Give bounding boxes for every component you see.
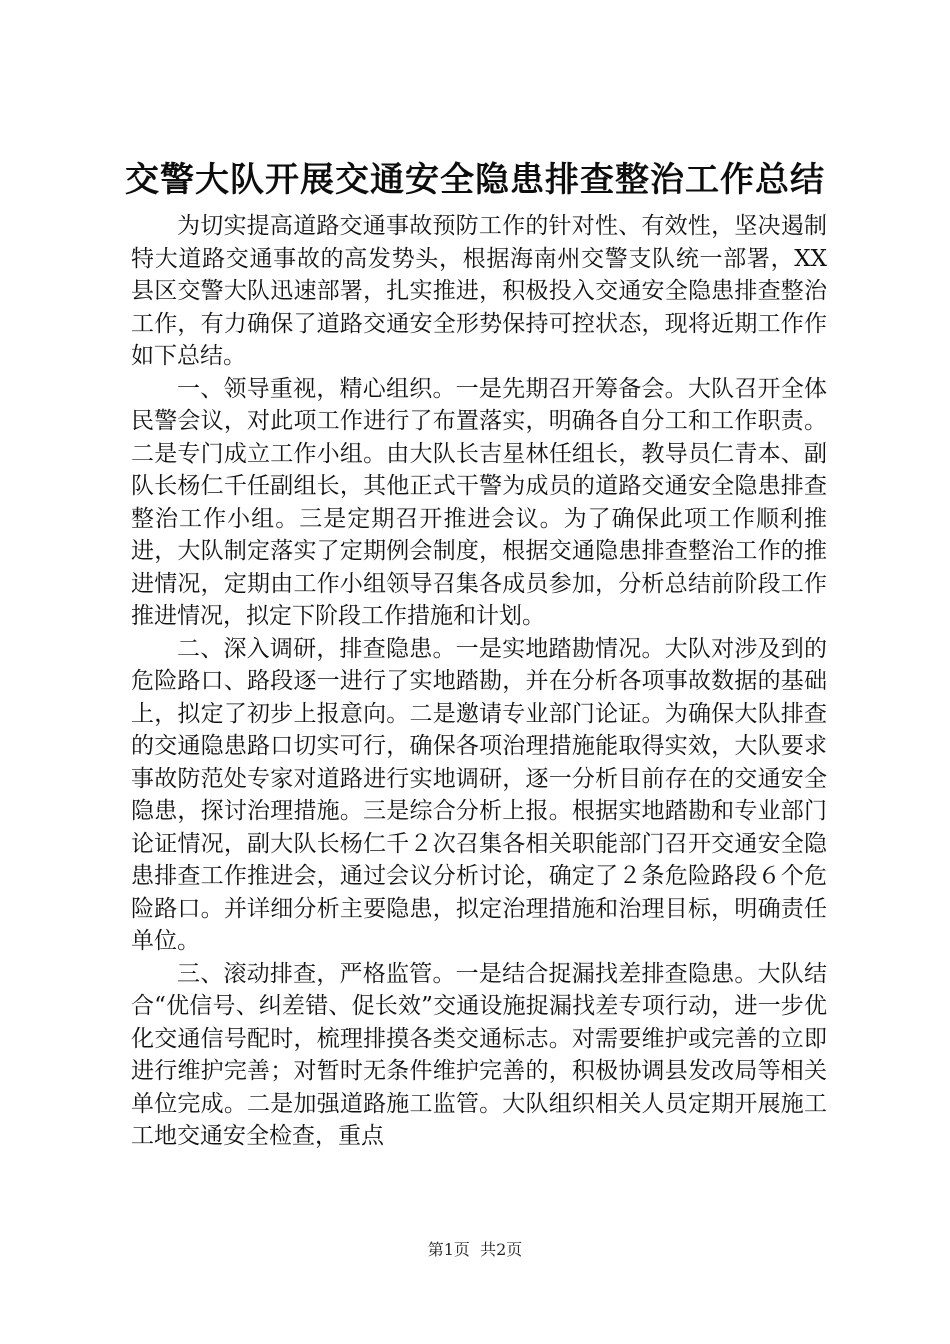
paragraph-section-1: 一、领导重视，精心组织。一是先期召开筹备会。大队召开全体民警会议，对此项工作进行了布置落实，明确各自分工和工作职责。二是专门成立工作小组。由大队长吉星林任组长，教导员仁青本、副队长杨仁千任副组长，其他正式干警为成员的道路交通安全隐患排查整治工作小组。三是定期召开推进会议。为了确保此项工作顺利推进，大队制定落实了定期例会制度，根据交通隐患排查整治工作的推进情况，定期由工作小组领导召集各成员参加，分析总结前阶段工作推进情况，拟定下阶段工作措施和计划。 [131, 375, 827, 629]
page-total: 共2页 [480, 1240, 523, 1259]
document-body [131, 210, 827, 1153]
page-number: 第1页 [427, 1240, 470, 1259]
footer-separator [470, 1240, 480, 1259]
paragraph-intro: 为切实提高道路交通事故预防工作的针对性、有效性，坚决遏制特大道路交通事故的高发势头，根据海南州交警支队统一部署，XX县区交警大队迅速部署，扎实推进，积极投入交通安全隐患排查整治工作，有力确保了道路交通安全形势保持可控状态，现将近期工作作如下总结。 [131, 213, 827, 369]
paragraph-section-3: 三、滚动排查，严格监管。一是结合捉漏找差排查隐患。大队结合“优信号、纠差错、促长效”交通设施捉漏找差专项行动，进一步优化交通信号配时，梳理排摸各类交通标志。对需要维护或完善的立即进行维护完善；对暂时无条件维护完善的，积极协调县发改局等相关单位完成。二是加强道路施工监管。大队组织相关人员定期开展施工工地交通安全检查，重点 [131, 960, 827, 1149]
page-footer [0, 1240, 950, 1260]
document-title: 交警大队开展交通安全隐患排查整治工作总结 [125, 160, 825, 200]
paragraph-section-2: 二、深入调研，排查隐患。一是实地踏勘情况。大队对涉及到的危险路口、路段逐一进行了实地踏勘，并在分析各项事故数据的基础上，拟定了初步上报意向。二是邀请专业部门论证。为确保大队排查的交通隐患路口切实可行，确保各项治理措施能取得实效，大队要求事故防范处专家对道路进行实地调研，逐一分析目前存在的交通安全隐患，探讨治理措施。三是综合分析上报。根据实地踏勘和专业部门论证情况，副大队长杨仁千２次召集各相关职能部门召开交通安全隐患排查工作推进会，通过会议分析讨论，确定了２条危险路段６个危险路口。并详细分析主要隐患，拟定治理措施和治理目标，明确责任单位。 [131, 635, 827, 954]
